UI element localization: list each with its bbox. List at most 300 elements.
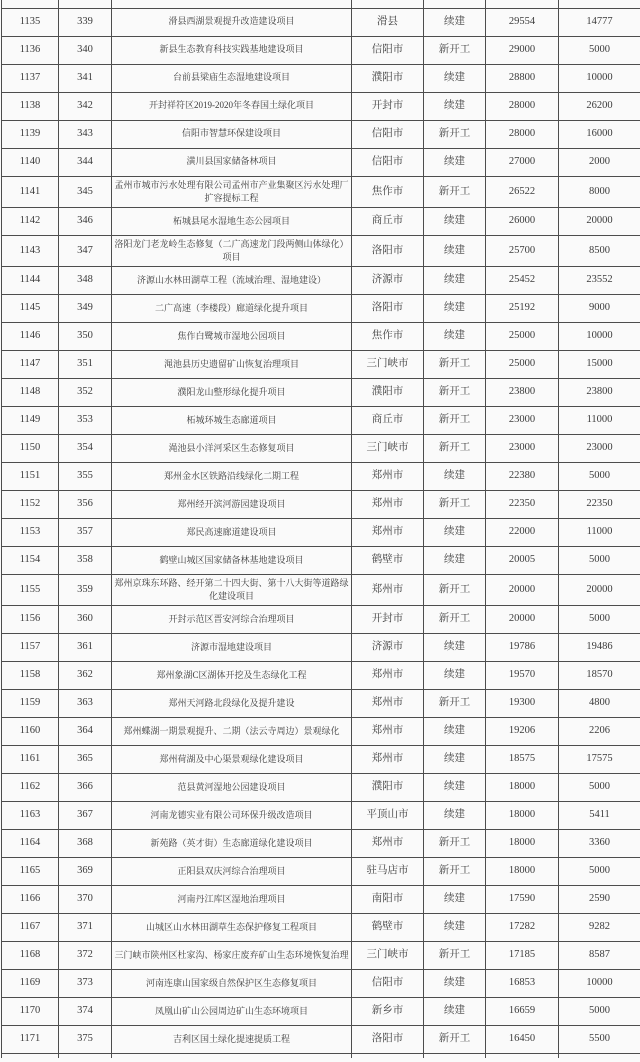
- total-investment-cell: 17185: [486, 941, 559, 969]
- seq-cell: 1146: [2, 322, 59, 350]
- city-cell: 郑州市: [352, 717, 424, 745]
- annual-investment-cell: 19486: [559, 633, 640, 661]
- project-name-cell: 柘城县尾水湿地生态公园项目: [112, 207, 352, 235]
- annual-investment-cell: 5000: [559, 36, 640, 64]
- empty-cell: [112, 1053, 352, 1058]
- status-cell: 新开工: [424, 350, 486, 378]
- total-investment-cell: 17282: [486, 913, 559, 941]
- seq-cell: 1147: [2, 350, 59, 378]
- status-cell: 续建: [424, 462, 486, 490]
- project-name-cell: 济源山水林田湖草工程（流域治理、湿地建设）: [112, 266, 352, 294]
- city-cell: 新乡市: [352, 997, 424, 1025]
- project-number-cell: 348: [59, 266, 112, 294]
- seq-cell: 1150: [2, 434, 59, 462]
- project-name-cell: 河南连康山国家级自然保护区生态修复项目: [112, 969, 352, 997]
- table-row: [2, 745, 640, 773]
- project-name-cell: 郑州京珠东环路、经开第二十四大街、第十八大街等道路绿化建设项目: [112, 574, 352, 605]
- project-number-cell: 345: [59, 176, 112, 207]
- seq-cell: 1143: [2, 235, 59, 266]
- project-name-cell: 山城区山水林田湖草生态保护修复工程项目: [112, 913, 352, 941]
- city-cell: 洛阳市: [352, 1025, 424, 1053]
- empty-cell: [559, 0, 640, 8]
- project-name-cell: 焦作白鹭城市湿地公园项目: [112, 322, 352, 350]
- project-name-cell: 濮阳龙山整形绿化提升项目: [112, 378, 352, 406]
- project-name-cell: 郑州荷湖及中心渠景观绿化建设项目: [112, 745, 352, 773]
- seq-cell: 1163: [2, 801, 59, 829]
- table-row: [2, 378, 640, 406]
- annual-investment-cell: 23000: [559, 434, 640, 462]
- project-name-cell: 柘城环城生态廊道项目: [112, 406, 352, 434]
- city-cell: 平顶山市: [352, 801, 424, 829]
- city-cell: 信阳市: [352, 36, 424, 64]
- project-name-cell: 郑州金水区铁路沿线绿化二期工程: [112, 462, 352, 490]
- empty-cell: [486, 0, 559, 8]
- empty-cell: [112, 0, 352, 8]
- annual-investment-cell: 2000: [559, 148, 640, 176]
- empty-cell: [59, 1053, 112, 1058]
- empty-cell: [352, 1053, 424, 1058]
- project-number-cell: 342: [59, 92, 112, 120]
- seq-cell: 1154: [2, 546, 59, 574]
- table-row: [2, 829, 640, 857]
- table-row: [2, 689, 640, 717]
- seq-cell: 1135: [2, 8, 59, 36]
- seq-cell: 1156: [2, 605, 59, 633]
- seq-cell: 1153: [2, 518, 59, 546]
- annual-investment-cell: 5000: [559, 997, 640, 1025]
- table-row: [2, 717, 640, 745]
- project-number-cell: 350: [59, 322, 112, 350]
- project-name-cell: 滑县西湖景观提升改造建设项目: [112, 8, 352, 36]
- empty-cell: [424, 0, 486, 8]
- project-number-cell: 344: [59, 148, 112, 176]
- annual-investment-cell: 14777: [559, 8, 640, 36]
- city-cell: 驻马店市: [352, 857, 424, 885]
- table-row: [2, 574, 640, 605]
- project-number-cell: 367: [59, 801, 112, 829]
- total-investment-cell: 27000: [486, 148, 559, 176]
- annual-investment-cell: 4800: [559, 689, 640, 717]
- total-investment-cell: 25700: [486, 235, 559, 266]
- project-number-cell: 357: [59, 518, 112, 546]
- city-cell: 濮阳市: [352, 64, 424, 92]
- projects-table-body: [2, 0, 640, 1058]
- total-investment-cell: 23000: [486, 434, 559, 462]
- status-cell: 新开工: [424, 605, 486, 633]
- city-cell: 商丘市: [352, 207, 424, 235]
- city-cell: 鹤壁市: [352, 913, 424, 941]
- total-investment-cell: 16853: [486, 969, 559, 997]
- seq-cell: 1158: [2, 661, 59, 689]
- project-number-cell: 341: [59, 64, 112, 92]
- annual-investment-cell: 23800: [559, 378, 640, 406]
- annual-investment-cell: 5000: [559, 605, 640, 633]
- total-investment-cell: 19570: [486, 661, 559, 689]
- city-cell: 郑州市: [352, 661, 424, 689]
- seq-cell: 1145: [2, 294, 59, 322]
- annual-investment-cell: 16000: [559, 120, 640, 148]
- seq-cell: 1160: [2, 717, 59, 745]
- annual-investment-cell: 18570: [559, 661, 640, 689]
- total-investment-cell: 22000: [486, 518, 559, 546]
- seq-cell: 1151: [2, 462, 59, 490]
- status-cell: 续建: [424, 885, 486, 913]
- project-name-cell: 渑池县小洋河采区生态修复项目: [112, 434, 352, 462]
- project-name-cell: 信阳市智慧环保建设项目: [112, 120, 352, 148]
- annual-investment-cell: 10000: [559, 64, 640, 92]
- project-number-cell: 343: [59, 120, 112, 148]
- project-name-cell: 新县生态教育科技实践基地建设项目: [112, 36, 352, 64]
- seq-cell: 1152: [2, 490, 59, 518]
- project-name-cell: 郑民高速廊道建设项目: [112, 518, 352, 546]
- city-cell: 洛阳市: [352, 235, 424, 266]
- total-investment-cell: 28800: [486, 64, 559, 92]
- annual-investment-cell: 11000: [559, 518, 640, 546]
- project-number-cell: 359: [59, 574, 112, 605]
- project-number-cell: 368: [59, 829, 112, 857]
- project-number-cell: 339: [59, 8, 112, 36]
- total-investment-cell: 25192: [486, 294, 559, 322]
- table-row: [2, 490, 640, 518]
- table-row: [2, 92, 640, 120]
- seq-cell: 1142: [2, 207, 59, 235]
- table-row: [2, 36, 640, 64]
- annual-investment-cell: 5000: [559, 773, 640, 801]
- project-name-cell: 凤凰山矿山公园周边矿山生态环境项目: [112, 997, 352, 1025]
- total-investment-cell: 25452: [486, 266, 559, 294]
- annual-investment-cell: 3360: [559, 829, 640, 857]
- project-number-cell: 361: [59, 633, 112, 661]
- project-number-cell: 347: [59, 235, 112, 266]
- status-cell: 新开工: [424, 829, 486, 857]
- total-investment-cell: 20005: [486, 546, 559, 574]
- city-cell: 南阳市: [352, 885, 424, 913]
- seq-cell: 1155: [2, 574, 59, 605]
- annual-investment-cell: 11000: [559, 406, 640, 434]
- seq-cell: 1171: [2, 1025, 59, 1053]
- table-row: [2, 941, 640, 969]
- annual-investment-cell: 5411: [559, 801, 640, 829]
- annual-investment-cell: 8587: [559, 941, 640, 969]
- seq-cell: 1169: [2, 969, 59, 997]
- annual-investment-cell: 8500: [559, 235, 640, 266]
- status-cell: 续建: [424, 207, 486, 235]
- total-investment-cell: 28000: [486, 120, 559, 148]
- status-cell: 新开工: [424, 36, 486, 64]
- annual-investment-cell: 23552: [559, 266, 640, 294]
- total-investment-cell: 23000: [486, 406, 559, 434]
- status-cell: 续建: [424, 801, 486, 829]
- seq-cell: 1166: [2, 885, 59, 913]
- project-number-cell: 349: [59, 294, 112, 322]
- table-row: [2, 176, 640, 207]
- status-cell: 新开工: [424, 120, 486, 148]
- seq-cell: 1161: [2, 745, 59, 773]
- table-row: [2, 8, 640, 36]
- table-row: [2, 857, 640, 885]
- annual-investment-cell: 22350: [559, 490, 640, 518]
- annual-investment-cell: 8000: [559, 176, 640, 207]
- project-name-cell: 河南龙德实业有限公司环保升级改造项目: [112, 801, 352, 829]
- status-cell: 续建: [424, 745, 486, 773]
- city-cell: 三门峡市: [352, 434, 424, 462]
- annual-investment-cell: 5000: [559, 462, 640, 490]
- status-cell: 续建: [424, 148, 486, 176]
- seq-cell: 1141: [2, 176, 59, 207]
- project-name-cell: 二广高速（李楼段）廊道绿化提升项目: [112, 294, 352, 322]
- project-name-cell: 开封示范区晋安河综合治理项目: [112, 605, 352, 633]
- city-cell: 濮阳市: [352, 378, 424, 406]
- project-number-cell: 365: [59, 745, 112, 773]
- city-cell: 滑县: [352, 8, 424, 36]
- annual-investment-cell: 5000: [559, 546, 640, 574]
- annual-investment-cell: 9282: [559, 913, 640, 941]
- city-cell: 郑州市: [352, 462, 424, 490]
- annual-investment-cell: 20000: [559, 207, 640, 235]
- status-cell: 续建: [424, 969, 486, 997]
- seq-cell: 1149: [2, 406, 59, 434]
- partial-row-bottom: [2, 1053, 640, 1058]
- seq-cell: 1148: [2, 378, 59, 406]
- table-row: [2, 462, 640, 490]
- table-row: [2, 406, 640, 434]
- annual-investment-cell: 26200: [559, 92, 640, 120]
- city-cell: 郑州市: [352, 518, 424, 546]
- project-name-cell: 孟州市城市污水处理有限公司孟州市产业集聚区污水处理厂扩容提标工程: [112, 176, 352, 207]
- empty-cell: [2, 1053, 59, 1058]
- total-investment-cell: 19786: [486, 633, 559, 661]
- annual-investment-cell: 15000: [559, 350, 640, 378]
- table-row: [2, 120, 640, 148]
- table-row: [2, 801, 640, 829]
- status-cell: 续建: [424, 64, 486, 92]
- project-name-cell: 潢川县国家储备林项目: [112, 148, 352, 176]
- total-investment-cell: 18575: [486, 745, 559, 773]
- annual-investment-cell: 2590: [559, 885, 640, 913]
- project-number-cell: 353: [59, 406, 112, 434]
- table-row: [2, 148, 640, 176]
- status-cell: 新开工: [424, 1025, 486, 1053]
- table-row: [2, 546, 640, 574]
- project-number-cell: 340: [59, 36, 112, 64]
- project-number-cell: 358: [59, 546, 112, 574]
- city-cell: 郑州市: [352, 829, 424, 857]
- project-number-cell: 354: [59, 434, 112, 462]
- annual-investment-cell: 5000: [559, 857, 640, 885]
- table-row: [2, 661, 640, 689]
- total-investment-cell: 19300: [486, 689, 559, 717]
- seq-cell: 1136: [2, 36, 59, 64]
- seq-cell: 1157: [2, 633, 59, 661]
- total-investment-cell: 16659: [486, 997, 559, 1025]
- seq-cell: 1159: [2, 689, 59, 717]
- total-investment-cell: 25000: [486, 350, 559, 378]
- status-cell: 续建: [424, 322, 486, 350]
- project-number-cell: 366: [59, 773, 112, 801]
- empty-cell: [2, 0, 59, 8]
- table-row: [2, 294, 640, 322]
- project-number-cell: 352: [59, 378, 112, 406]
- project-name-cell: 正阳县双庆河综合治理项目: [112, 857, 352, 885]
- table-row: [2, 885, 640, 913]
- total-investment-cell: 26000: [486, 207, 559, 235]
- status-cell: 续建: [424, 661, 486, 689]
- status-cell: 新开工: [424, 857, 486, 885]
- annual-investment-cell: 9000: [559, 294, 640, 322]
- total-investment-cell: 16450: [486, 1025, 559, 1053]
- status-cell: 新开工: [424, 689, 486, 717]
- table-row: [2, 207, 640, 235]
- total-investment-cell: 29554: [486, 8, 559, 36]
- partial-row-top: [2, 0, 640, 8]
- projects-table: [1, 0, 640, 1058]
- seq-cell: 1139: [2, 120, 59, 148]
- project-name-cell: 郑州蝶湖一期景观提升、二期（法云寺周边）景观绿化: [112, 717, 352, 745]
- seq-cell: 1165: [2, 857, 59, 885]
- project-number-cell: 369: [59, 857, 112, 885]
- annual-investment-cell: 20000: [559, 574, 640, 605]
- project-number-cell: 370: [59, 885, 112, 913]
- total-investment-cell: 20000: [486, 574, 559, 605]
- project-name-cell: 吉利区国土绿化提速提质工程: [112, 1025, 352, 1053]
- city-cell: 郑州市: [352, 574, 424, 605]
- annual-investment-cell: 10000: [559, 322, 640, 350]
- project-number-cell: 355: [59, 462, 112, 490]
- status-cell: 新开工: [424, 434, 486, 462]
- city-cell: 信阳市: [352, 969, 424, 997]
- total-investment-cell: 18000: [486, 801, 559, 829]
- table-row: [2, 605, 640, 633]
- city-cell: 焦作市: [352, 322, 424, 350]
- empty-cell: [352, 0, 424, 8]
- table-row: [2, 913, 640, 941]
- project-name-cell: 台前县梁庙生态湿地建设项目: [112, 64, 352, 92]
- city-cell: 信阳市: [352, 120, 424, 148]
- total-investment-cell: 20000: [486, 605, 559, 633]
- project-number-cell: 374: [59, 997, 112, 1025]
- status-cell: 续建: [424, 266, 486, 294]
- status-cell: 续建: [424, 773, 486, 801]
- seq-cell: 1162: [2, 773, 59, 801]
- city-cell: 开封市: [352, 605, 424, 633]
- total-investment-cell: 25000: [486, 322, 559, 350]
- project-name-cell: 开封祥符区2019-2020年冬春国土绿化项目: [112, 92, 352, 120]
- project-number-cell: 346: [59, 207, 112, 235]
- project-name-cell: 郑州天河路北段绿化及提升建设: [112, 689, 352, 717]
- table-row: [2, 969, 640, 997]
- status-cell: 新开工: [424, 378, 486, 406]
- status-cell: 续建: [424, 92, 486, 120]
- project-name-cell: 范县黄河湿地公园建设项目: [112, 773, 352, 801]
- status-cell: 续建: [424, 633, 486, 661]
- total-investment-cell: 22350: [486, 490, 559, 518]
- status-cell: 新开工: [424, 176, 486, 207]
- seq-cell: 1168: [2, 941, 59, 969]
- total-investment-cell: 19206: [486, 717, 559, 745]
- seq-cell: 1167: [2, 913, 59, 941]
- project-number-cell: 362: [59, 661, 112, 689]
- city-cell: 郑州市: [352, 745, 424, 773]
- table-row: [2, 350, 640, 378]
- city-cell: 开封市: [352, 92, 424, 120]
- status-cell: 续建: [424, 717, 486, 745]
- total-investment-cell: 26522: [486, 176, 559, 207]
- status-cell: 续建: [424, 546, 486, 574]
- project-number-cell: 351: [59, 350, 112, 378]
- city-cell: 濮阳市: [352, 773, 424, 801]
- project-number-cell: 371: [59, 913, 112, 941]
- table-row: [2, 773, 640, 801]
- project-name-cell: 济源市湿地建设项目: [112, 633, 352, 661]
- project-number-cell: 373: [59, 969, 112, 997]
- seq-cell: 1144: [2, 266, 59, 294]
- annual-investment-cell: 5500: [559, 1025, 640, 1053]
- project-number-cell: 375: [59, 1025, 112, 1053]
- status-cell: 新开工: [424, 574, 486, 605]
- seq-cell: 1140: [2, 148, 59, 176]
- annual-investment-cell: 10000: [559, 969, 640, 997]
- table-row: [2, 518, 640, 546]
- annual-investment-cell: 17575: [559, 745, 640, 773]
- seq-cell: 1138: [2, 92, 59, 120]
- project-number-cell: 364: [59, 717, 112, 745]
- total-investment-cell: 17590: [486, 885, 559, 913]
- table-row: [2, 322, 640, 350]
- city-cell: 三门峡市: [352, 941, 424, 969]
- table-row: [2, 997, 640, 1025]
- project-name-cell: 渑池县历史遗留矿山恢复治理项目: [112, 350, 352, 378]
- project-number-cell: 363: [59, 689, 112, 717]
- total-investment-cell: 23800: [486, 378, 559, 406]
- project-name-cell: 河南丹江库区湿地治理项目: [112, 885, 352, 913]
- status-cell: 续建: [424, 235, 486, 266]
- table-row: [2, 434, 640, 462]
- total-investment-cell: 18000: [486, 829, 559, 857]
- table-row: [2, 64, 640, 92]
- total-investment-cell: 29000: [486, 36, 559, 64]
- empty-cell: [486, 1053, 559, 1058]
- empty-cell: [59, 0, 112, 8]
- project-name-cell: 郑州象湖C区湖体开挖及生态绿化工程: [112, 661, 352, 689]
- table-row: [2, 235, 640, 266]
- table-row: [2, 1025, 640, 1053]
- city-cell: 三门峡市: [352, 350, 424, 378]
- project-name-cell: 鹤壁山城区国家储备林基地建设项目: [112, 546, 352, 574]
- annual-investment-cell: 2206: [559, 717, 640, 745]
- status-cell: 续建: [424, 997, 486, 1025]
- total-investment-cell: 18000: [486, 773, 559, 801]
- seq-cell: 1170: [2, 997, 59, 1025]
- status-cell: 新开工: [424, 490, 486, 518]
- city-cell: 信阳市: [352, 148, 424, 176]
- project-name-cell: 新苑路（英才街）生态廊道绿化建设项目: [112, 829, 352, 857]
- city-cell: 商丘市: [352, 406, 424, 434]
- total-investment-cell: 18000: [486, 857, 559, 885]
- seq-cell: 1137: [2, 64, 59, 92]
- project-number-cell: 372: [59, 941, 112, 969]
- table-row: [2, 266, 640, 294]
- status-cell: 新开工: [424, 406, 486, 434]
- project-number-cell: 356: [59, 490, 112, 518]
- city-cell: 洛阳市: [352, 294, 424, 322]
- project-name-cell: 郑州经开滨河游园建设项目: [112, 490, 352, 518]
- city-cell: 郑州市: [352, 689, 424, 717]
- empty-cell: [559, 1053, 640, 1058]
- city-cell: 济源市: [352, 266, 424, 294]
- project-name-cell: 洛阳龙门老龙岭生态修复（二广高速龙门段两侧山体绿化）项目: [112, 235, 352, 266]
- empty-cell: [424, 1053, 486, 1058]
- project-name-cell: 三门峡市陕州区杜家沟、杨家庄废弃矿山生态环境恢复治理: [112, 941, 352, 969]
